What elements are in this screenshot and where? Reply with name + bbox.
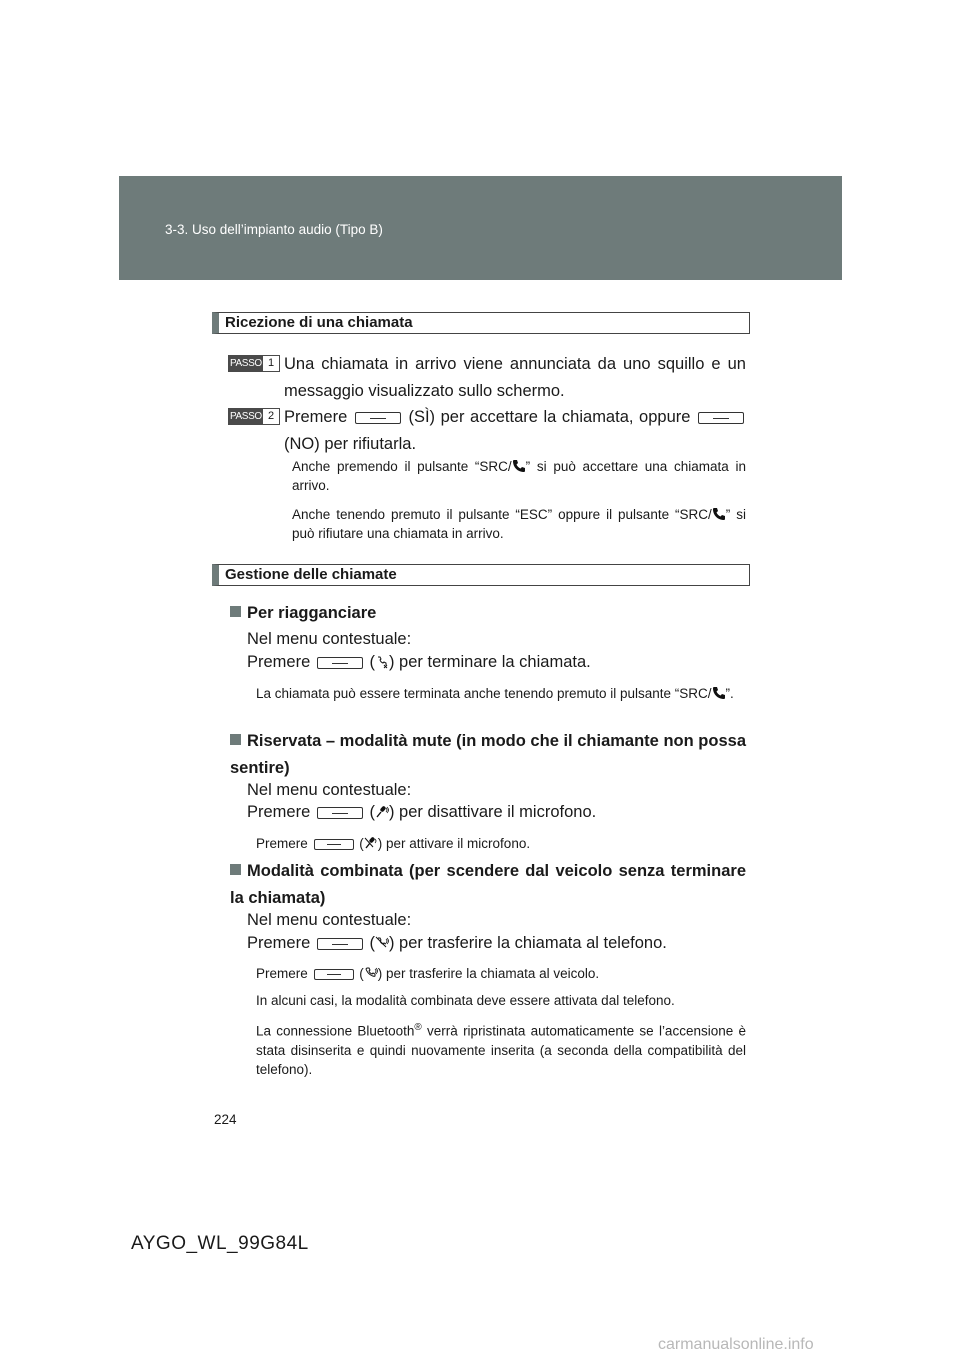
mute-line2: Premere ( ) per disattivare il microfono. (247, 803, 597, 821)
phone-icon (712, 686, 726, 700)
breadcrumb: 3-3. Uso dell’impianto audio (Tipo B) (165, 222, 383, 237)
hangup-key-icon (317, 657, 363, 669)
step-1 (228, 351, 746, 405)
hangup-line1: Nel menu contestuale: (247, 630, 412, 648)
hangup-line2: Premere ( ) per terminare la chiamata. (247, 653, 591, 671)
step-1-text: Una chiamata in arrivo viene annunciata da uno squillo e un messaggio visualizzato sullo schermo. (284, 355, 746, 400)
subhead-hangup: Per riagganciare (230, 600, 746, 627)
handover-line1: Nel menu contestuale: (247, 911, 412, 929)
transfer-phone-key-icon (317, 938, 363, 950)
phone-icon (512, 459, 526, 473)
note-handover-activate: In alcuni casi, la modalità combinata deve essere attivata dal telefono. (256, 993, 675, 1008)
handset-icon (364, 966, 378, 980)
step-2-text: Premere (SÌ) per accettare la chiamata, oppure (284, 404, 746, 431)
yes-key-icon (355, 412, 401, 424)
note-handover-vehicle: Premere ( ) per trasferire la chiamata al veicolo. (256, 966, 600, 981)
microphone-icon (375, 805, 389, 819)
step-2 (228, 404, 746, 458)
section-title-receiving: Ricezione di una chiamata (212, 312, 750, 334)
note-hangup: La chiamata può essere terminata anche tenendo premuto il pulsante “SRC/ ”. (256, 686, 734, 701)
note-reject: Anche tenendo premuto il pulsante “ESC” oppure il pulsante “SRC/ ” si può rifiutare una chiamata in arrivo. (292, 507, 746, 541)
subhead-mute: Riservata – modalità mute (in modo che il chiamante non possa sentire) (230, 732, 746, 777)
transfer-vehicle-key-icon (314, 969, 354, 980)
note-accept: Anche premendo il pulsante “SRC/ ” si può accettare una chiamata in arrivo. (292, 459, 746, 493)
note-bluetooth: La connessione Bluetooth® verrà ripristinata automaticamente se l’accensione è stata disinserita e quindi nuovamente inserita (a seconda della compatibilità del telefono). (256, 1022, 747, 1077)
section-title-management: Gestione delle chiamate (212, 564, 750, 586)
handset-transfer-icon (375, 936, 389, 950)
watermark: carmanualsonline.info (658, 1336, 814, 1353)
note-mute: Premere ( ) per attivare il microfono. (256, 836, 531, 851)
document-code: AYGO_WL_99G84L (131, 1233, 309, 1254)
unmute-key-icon (314, 839, 354, 850)
no-key-icon (698, 412, 744, 424)
step-badge: PASSO 1 (228, 355, 280, 372)
page-number: 224 (214, 1112, 237, 1127)
mute-line1: Nel menu contestuale: (247, 781, 412, 799)
header-band (119, 176, 842, 280)
subhead-handover: Modalità combinata (per scendere dal veicolo senza terminare la chiamata) (230, 862, 746, 907)
step-2-text-cont: (NO) per rifiutarla. (284, 435, 417, 453)
phone-icon (712, 507, 726, 521)
step-badge: PASSO 2 (228, 408, 280, 425)
hangup-phone-icon (375, 655, 389, 669)
microphone-muted-icon (364, 836, 378, 850)
mute-key-icon (317, 807, 363, 819)
handover-line2: Premere ( ) per trasferire la chiamata al telefono. (247, 934, 667, 952)
